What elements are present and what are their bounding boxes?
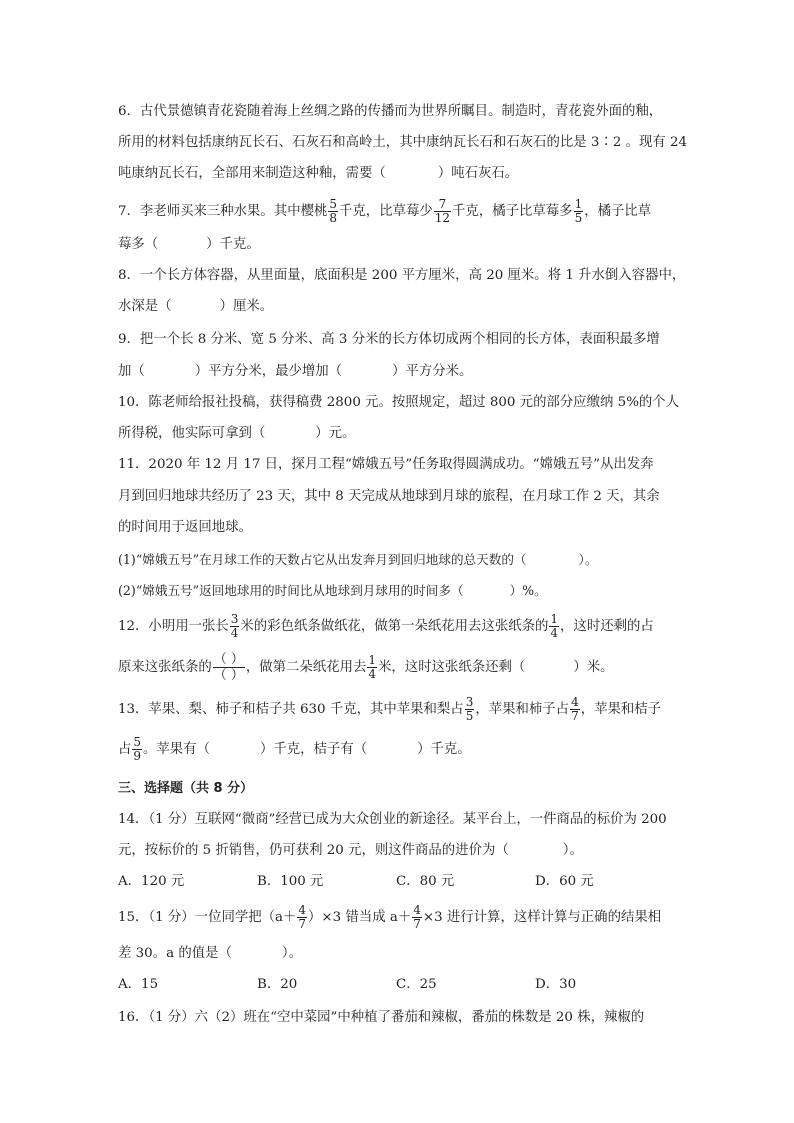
fraction-numerator: 5 — [329, 197, 338, 211]
q11-text: 月到回归地球共经历了 23 天，其中 8 天完成从地球到月球的旅程，在月球工作 2 天，其余 — [118, 489, 660, 504]
fraction-denominator: 4 — [368, 667, 377, 681]
fraction-blank[interactable] — [213, 652, 245, 683]
q9-line2 — [118, 362, 472, 382]
option-a[interactable]: A．15 — [118, 977, 159, 992]
option-b[interactable]: B．20 — [257, 977, 298, 992]
fraction-numerator: 3 — [465, 695, 474, 709]
q10-line2 — [118, 424, 355, 444]
q12-text: ）米。 — [573, 660, 614, 675]
q11-sub2 — [118, 581, 547, 601]
q6-text: 6．古代景德镇青花瓷随着海上丝绸之路的传播而为世界所瞩目。制造时，青花瓷外面的釉， — [118, 104, 663, 119]
q11-line2 — [118, 487, 660, 507]
fraction — [297, 904, 307, 931]
q7-text: 千克，橘子比草莓多 — [452, 204, 573, 219]
q6-text: 吨康纳瓦长石，全部用来制造这种釉，需要（ — [118, 166, 386, 181]
fraction-denominator: 7 — [413, 917, 421, 931]
q7-line2 — [118, 235, 260, 255]
q10-text: 所得税，他实际可拿到（ — [118, 426, 266, 441]
fraction-numerator: 1 — [368, 653, 377, 667]
q13-text: 占 — [118, 742, 132, 757]
q7-text: 莓多（ — [118, 237, 159, 252]
q15-text: 15．（1 分）一位同学把（a＋ — [118, 910, 297, 925]
q13-text: ）千克。 — [417, 742, 471, 757]
fraction-numerator: 4 — [413, 903, 421, 917]
section-title: 三、选择题（共 8 分） — [118, 781, 254, 796]
q13-line2 — [118, 732, 471, 768]
fraction — [132, 736, 142, 763]
q8-line2 — [118, 297, 273, 317]
q6-text: 所用的材料包括康纳瓦长石、石灰石和高岭土，其中康纳瓦长石和石灰石的比是 3∶2 。现有 24 — [118, 135, 688, 150]
q16-line1 — [118, 1008, 644, 1028]
option-c[interactable]: C．25 — [396, 977, 437, 992]
q11-text: ）%。 — [509, 583, 547, 598]
fraction-numerator: 3 — [230, 612, 239, 626]
q12-text: 米，这时这张纸条还剩（ — [378, 660, 526, 675]
q10-text: 10．陈老师给报社投稿，获得稿费 2800 元。按照规定，超过 800 元的部分应缴纳 5%的个人 — [118, 395, 680, 410]
q7-text: ）千克。 — [206, 237, 260, 252]
q9-text: ）平方分米，最少增加（ — [194, 364, 343, 379]
fraction-numerator: 5 — [133, 735, 142, 749]
q15-text: ）。 — [281, 946, 302, 961]
q11-subquestion: (2)“嫦娥五号”返回地球用的时间比从地球到月球用的时间多（ — [118, 583, 464, 598]
fraction-denominator: 4 — [550, 626, 559, 640]
q14-text: 14．（1 分）互联网“微商”经营已成为大众创业的新途径。某平台上，一件商品的标价为 200 — [118, 812, 667, 827]
q9-text: 9．把一个长 8 分米、宽 5 分米、高 3 分米的长方体切成两个相同的长方体，表面积最多增 — [118, 332, 660, 347]
fraction-denominator: 7 — [571, 709, 579, 723]
fraction-numerator: 7 — [438, 197, 447, 211]
option-d[interactable]: D．30 — [535, 977, 577, 992]
q15-text: 差 30。a 的值是（ — [118, 946, 232, 961]
q7-text: 7．李老师买来三种水果。其中樱桃 — [118, 204, 328, 219]
q12-text: 米的彩色纸条做纸花，做第一朵纸花用去这张纸条的 — [240, 619, 549, 634]
q15-line2 — [118, 944, 302, 964]
q8-text: 水深是（ — [118, 299, 172, 314]
q11-subquestion: (1)“嫦娥五号”在月球工作的天数占它从出发奔月到回归地球的总天数的（ — [118, 552, 527, 567]
q12-text: ，做第二朵纸花用去 — [245, 660, 367, 675]
q11-text: 11．2020 年 12 月 17 日，探月工程“嫦娥五号”任务取得圆满成功。“嫦娥五号”从出发奔 — [118, 457, 654, 472]
fraction-denominator: 7 — [298, 917, 307, 931]
fraction-numerator: 4 — [298, 903, 307, 917]
q12-text: ，这时还剩的占 — [560, 619, 654, 634]
fraction — [412, 904, 422, 931]
q13-text: ）千克，桔子有（ — [259, 742, 368, 757]
q6-line3 — [118, 164, 518, 184]
q14-text: ）。 — [562, 843, 583, 858]
option-d[interactable]: D．60 元 — [535, 874, 594, 889]
fraction-numerator-blank[interactable]: （ ） — [213, 652, 244, 667]
q13-text: ，苹果和柿子占 — [475, 702, 570, 717]
fraction-numerator: 1 — [574, 197, 583, 211]
q7-line1 — [118, 195, 651, 229]
fraction — [367, 654, 377, 681]
q13-line1 — [118, 692, 661, 728]
q12-text: 原来这张纸条的 — [118, 660, 212, 675]
fraction-denominator-blank[interactable]: （ ） — [213, 668, 244, 683]
q6-text: ）吨石灰石。 — [437, 166, 519, 181]
q11-line1 — [118, 455, 654, 475]
section-heading — [118, 779, 253, 799]
q9-line1 — [118, 330, 660, 350]
option-c[interactable]: C．80 元 — [396, 874, 455, 889]
q15-text: ×3 进行计算，这样计算与正确的结果相 — [422, 910, 662, 925]
q14-line2 — [118, 841, 583, 861]
q16-text: 16．（1 分）六（2）班在“空中菜园”中种植了番茄和辣椒，番茄的株数是 20 株，辣椒的 — [118, 1010, 645, 1025]
fraction-numerator: 4 — [571, 695, 579, 709]
fraction-denominator: 9 — [133, 749, 142, 763]
q15-text: ）×3 错当成 a＋ — [308, 910, 412, 925]
fraction — [230, 613, 240, 640]
q12-line1 — [118, 610, 654, 644]
fraction — [549, 613, 559, 640]
fraction — [434, 198, 451, 225]
fraction — [574, 198, 584, 225]
q15-line1 — [118, 900, 661, 936]
q11-text: ）。 — [578, 552, 598, 567]
fraction-denominator: 4 — [230, 626, 239, 640]
q9-text: ）平方分米。 — [392, 364, 473, 379]
fraction — [465, 696, 475, 723]
fraction — [328, 198, 338, 225]
q10-line1 — [118, 393, 679, 413]
q8-text: 8．一个长方体容器，从里面量，底面积是 200 平方厘米，高 20 厘米。将 1 升水倒入容器中， — [118, 268, 686, 283]
q8-text: ）厘米。 — [219, 299, 274, 314]
fraction-denominator: 12 — [434, 211, 451, 225]
q7-text: ，橘子比草 — [584, 204, 652, 219]
q13-text: 。苹果有（ — [143, 742, 210, 757]
q12-line2 — [118, 650, 614, 686]
q11-text: 的时间用于返回地球。 — [118, 520, 252, 535]
q8-line1 — [118, 266, 685, 286]
q13-text: 13．苹果、梨、柿子和桔子共 630 千克，其中苹果和梨占 — [118, 702, 464, 717]
q10-text: ）元。 — [315, 426, 356, 441]
q13-text: ，苹果和桔子 — [580, 702, 662, 717]
fraction-numerator: 1 — [550, 612, 559, 626]
option-a[interactable]: A．120 元 — [118, 874, 185, 889]
q14-line1 — [118, 810, 667, 830]
fraction-denominator: 5 — [574, 211, 583, 225]
fraction-denominator: 8 — [329, 211, 338, 225]
q7-text: 千克，比草莓少 — [339, 204, 433, 219]
fraction-denominator: 5 — [465, 709, 474, 723]
q11-sub1 — [118, 550, 597, 570]
q6-line1 — [118, 102, 662, 122]
fraction — [570, 696, 580, 723]
q9-text: 加（ — [118, 364, 145, 379]
option-b[interactable]: B．100 元 — [257, 874, 324, 889]
q6-line2 — [118, 133, 687, 153]
q12-text: 12．小明用一张长 — [118, 619, 229, 634]
q11-line3 — [118, 518, 252, 538]
q14-text: 元，按标价的 5 折销售，仍可获利 20 元，则这件商品的进价为（ — [118, 843, 509, 858]
